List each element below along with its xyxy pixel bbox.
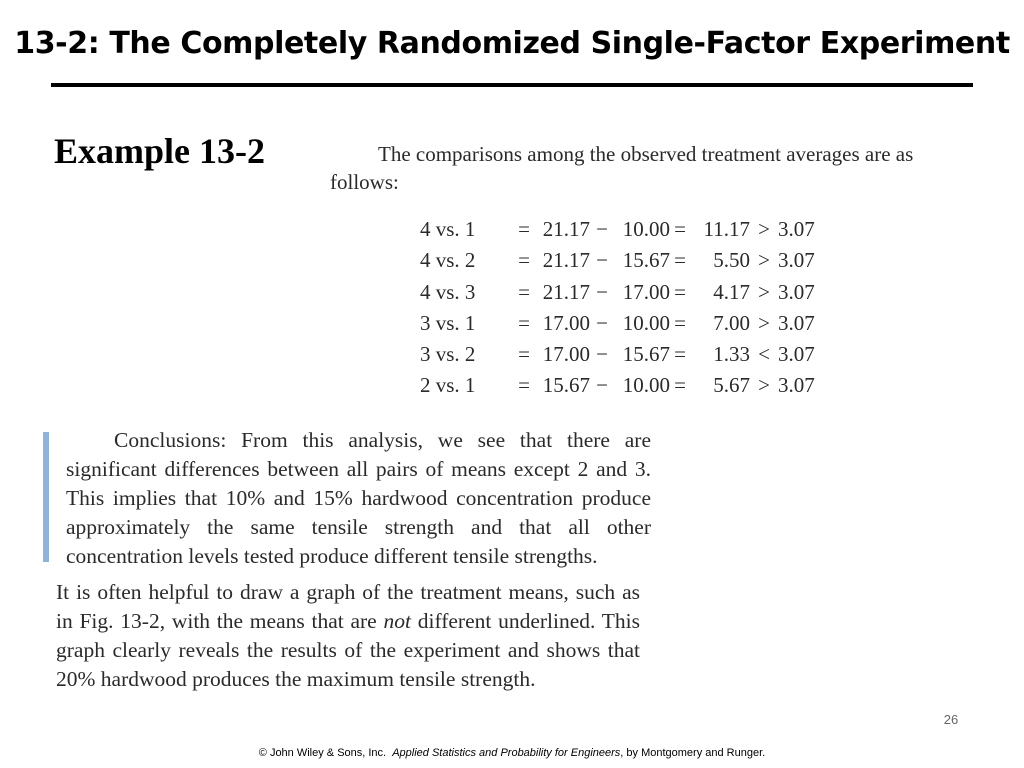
critical-value: 3.07	[778, 217, 815, 241]
difference: 11.17	[703, 217, 750, 241]
page-number: 26	[943, 712, 959, 727]
comparison-operator: >	[758, 248, 770, 273]
mean-a: 21.17	[542, 248, 590, 273]
comparison-row	[420, 339, 828, 370]
comparison-pair: 4 vs. 3	[420, 279, 476, 304]
equals-sign: =	[674, 373, 686, 398]
footer-book-title: Applied Statistics and Probability for Engineers	[392, 747, 621, 759]
difference: 4.17	[713, 279, 750, 304]
minus-sign: −	[596, 248, 608, 273]
comparison-row	[420, 277, 828, 308]
mean-b: 10.00	[622, 373, 670, 398]
minus-sign: −	[596, 310, 608, 335]
mean-a: 15.67	[542, 373, 590, 398]
comparison-row	[420, 370, 828, 401]
difference: 7.00	[713, 310, 750, 335]
difference: 5.50	[713, 248, 750, 273]
title-divider	[51, 83, 973, 87]
comparison-row	[420, 308, 828, 339]
difference: 1.33	[713, 342, 750, 367]
mean-b: 17.00	[622, 279, 670, 304]
comparison-operator: >	[758, 373, 770, 398]
critical-value: 3.07	[778, 373, 815, 398]
footer-credit	[0, 747, 1024, 759]
mean-a: 17.00	[542, 310, 590, 335]
comparison-row	[420, 214, 828, 245]
comparison-pair: 3 vs. 2	[420, 342, 476, 367]
equals-sign: =	[518, 310, 530, 335]
equals-sign: =	[518, 217, 530, 241]
comparison-operator: >	[758, 279, 770, 304]
emphasis-not: not	[383, 609, 411, 633]
minus-sign: −	[596, 342, 608, 367]
equals-sign: =	[674, 310, 686, 335]
graph-note-text-end: different underlined. This graph clearly reveals the results of the experiment and shows that 20% hardwood produces the maximum tensile strength.	[56, 609, 640, 691]
comparison-row	[420, 245, 828, 276]
equals-sign: =	[674, 217, 686, 241]
comparison-pair: 4 vs. 2	[420, 248, 476, 273]
comparison-pair: 2 vs. 1	[420, 373, 476, 398]
mean-b: 15.67	[622, 248, 670, 273]
mean-b: 10.00	[622, 217, 670, 241]
equals-sign: =	[674, 342, 686, 367]
graph-note-text-start: It is often helpful to draw a graph of the treatment means, such as in Fig. 13-2, with the means that are	[56, 580, 640, 633]
minus-sign: −	[596, 217, 608, 241]
paragraph-change-bar	[43, 432, 49, 562]
equals-sign: =	[674, 279, 686, 304]
comparisons-intro: The comparisons among the observed treatment averages are as follows:	[330, 142, 914, 194]
footer-authors: , by Montgomery and Runger.	[620, 747, 766, 759]
comparison-operator: >	[758, 217, 770, 241]
comparison-pair: 3 vs. 1	[420, 310, 476, 335]
critical-value: 3.07	[778, 310, 815, 335]
footer-copyright: © John Wiley & Sons, Inc.	[258, 747, 393, 759]
mean-a: 21.17	[542, 279, 590, 304]
comparisons-table	[420, 214, 828, 402]
equals-sign: =	[518, 248, 530, 273]
mean-b: 15.67	[622, 342, 670, 367]
minus-sign: −	[596, 279, 608, 304]
mean-a: 17.00	[542, 342, 590, 367]
conclusions-paragraph: Conclusions: From this analysis, we see that there are significant differences between all pairs of means except 2 and 3. This implies that 10% and 15% hardwood concentration produce approximately the same tensile strength and that all other concentration levels tested produce different tensile strengths.	[66, 428, 651, 568]
graph-note-paragraph	[56, 578, 640, 694]
equals-sign: =	[518, 342, 530, 367]
comparison-operator: <	[758, 342, 770, 367]
example-label: Example 13-2	[54, 131, 265, 171]
mean-a: 21.17	[542, 217, 590, 241]
comparison-operator: >	[758, 310, 770, 335]
minus-sign: −	[596, 373, 608, 398]
equals-sign: =	[674, 248, 686, 273]
equals-sign: =	[518, 373, 530, 398]
critical-value: 3.07	[778, 342, 815, 367]
slide-title: 13-2: The Completely Randomized Single-Factor Experiment	[14, 26, 1010, 61]
equals-sign: =	[518, 279, 530, 304]
comparison-pair: 4 vs. 1	[420, 217, 476, 241]
critical-value: 3.07	[778, 279, 815, 304]
critical-value: 3.07	[778, 248, 815, 273]
difference: 5.67	[713, 373, 750, 398]
mean-b: 10.00	[622, 310, 670, 335]
